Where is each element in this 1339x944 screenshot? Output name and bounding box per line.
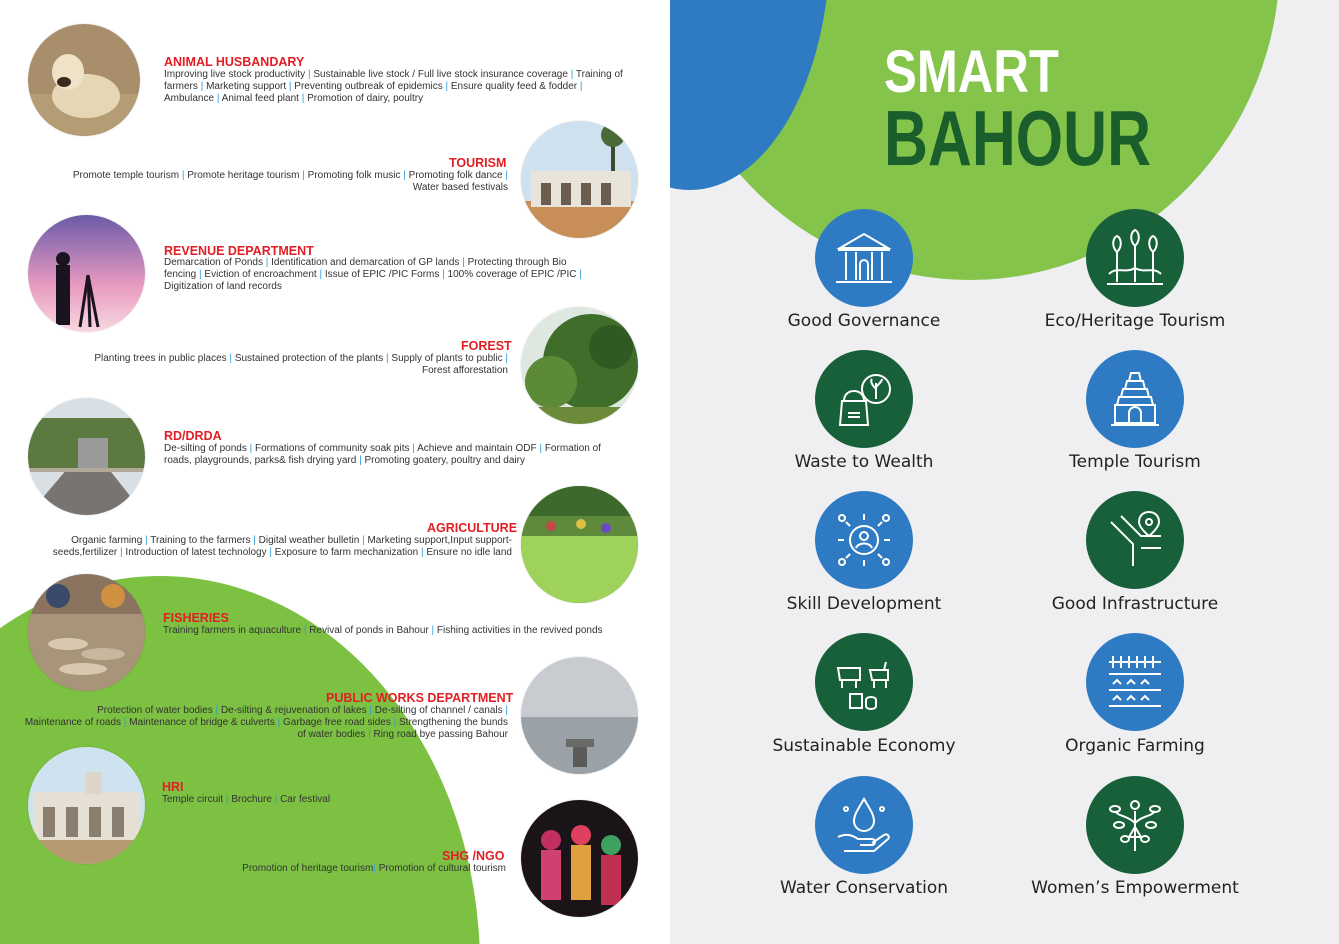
road-pin-icon bbox=[1086, 491, 1184, 589]
section-heading: AGRICULTURE bbox=[427, 521, 518, 535]
photo-temple-arcade bbox=[28, 747, 145, 864]
pillar-label: Good Governance bbox=[787, 311, 941, 331]
pillar-label: Sustainable Economy bbox=[772, 736, 956, 756]
photo-forest bbox=[521, 307, 638, 424]
title-bahour: BAHOUR bbox=[884, 94, 1152, 182]
pillar-label: Good Infrastructure bbox=[1051, 594, 1219, 614]
title-smart: SMART bbox=[884, 38, 1059, 105]
section-heading: TOURISM bbox=[449, 156, 507, 170]
section-body: Temple circuit | Brochure | Car festival bbox=[162, 794, 331, 805]
lotus-plants-icon bbox=[1086, 209, 1184, 307]
temple-gopuram-icon bbox=[1086, 350, 1184, 448]
pillar-label: Eco/Heritage Tourism bbox=[1044, 311, 1226, 331]
crop-field-icon bbox=[1086, 633, 1184, 731]
right-page bbox=[670, 0, 1339, 944]
woman-tree-icon bbox=[1086, 776, 1184, 874]
photo-village-road bbox=[28, 398, 145, 515]
photo-surveyor bbox=[28, 215, 145, 332]
section-body: Organic farming | Training to the farmers | Digital weather bulletin | Marketing support,Input support-seeds,fertilizer | Introduction of latest technology | Exposure to farm mechanization | Ensure no idle land bbox=[52, 535, 512, 558]
livestock-icon bbox=[815, 633, 913, 731]
pillar-label: Women’s Empowerment bbox=[1031, 878, 1239, 898]
photo-paddy-field bbox=[521, 486, 638, 603]
photo-folk-dancers bbox=[521, 800, 638, 917]
pillar-label: Skill Development bbox=[786, 594, 942, 614]
photo-fish-catch bbox=[28, 574, 145, 691]
photo-heritage-building bbox=[521, 121, 638, 238]
pillar-label: Waste to Wealth bbox=[794, 452, 934, 472]
section-body: Improving live stock productivity | Sustainable live stock / Full live stock insurance coverage | Training of farmers | Marketing support | Preventing outbreak of epidemics | Ensure quality feed & fodder | Ambulance | Animal feed plant | Promotion of dairy, poultry bbox=[164, 69, 623, 104]
section-body: Protection of water bodies | De-silting & rejuvenation of lakes | De-silting of channel / canals | Maintenance of roads | Maintenance of bridge & culverts | Garbage free road sides | Strengthening the bunds of water bodies | Ring road bye passing Bahour bbox=[24, 705, 508, 740]
section-heading: FISHERIES bbox=[163, 611, 229, 625]
section-heading: FOREST bbox=[461, 339, 512, 353]
section-heading: ANIMAL HUSBANDARY bbox=[164, 55, 305, 69]
section-heading: PUBLIC WORKS DEPARTMENT bbox=[326, 691, 514, 705]
section-heading: REVENUE DEPARTMENT bbox=[164, 244, 314, 258]
section-heading: HRI bbox=[162, 780, 184, 794]
compost-bag-icon bbox=[815, 350, 913, 448]
photo-water-body bbox=[521, 657, 638, 774]
section-heading: RD/DRDA bbox=[164, 429, 222, 443]
section-body: Demarcation of Ponds | Identification and demarcation of GP lands | Protecting through Bio fencing | Eviction of encroachment | Issue of EPIC /PIC Forms | 100% coverage of EPIC /PIC | Digitization of land records bbox=[164, 257, 582, 292]
gear-person-icon bbox=[815, 491, 913, 589]
section-body: Planting trees in public places | Sustained protection of the plants | Supply of plants to public | Forest afforestation bbox=[94, 353, 508, 376]
pillar-label: Temple Tourism bbox=[1069, 452, 1201, 472]
section-heading: SHG /NGO bbox=[442, 849, 505, 863]
section-body: Promotion of heritage tourism| Promotion of cultural tourism bbox=[242, 863, 506, 874]
government-building-icon bbox=[815, 209, 913, 307]
photo-calf bbox=[28, 24, 140, 136]
pillar-label: Organic Farming bbox=[1065, 736, 1205, 756]
section-body: Training farmers in aquaculture | Revival of ponds in Bahour | Fishing activities in the revived ponds bbox=[163, 625, 603, 636]
pillar-label: Water Conservation bbox=[779, 878, 949, 898]
section-body: De-silting of ponds | Formations of community soak pits | Achieve and maintain ODF | Formation of roads, playgrounds, parks& fish drying yard | Promoting goatery, poultry and dairy bbox=[164, 443, 601, 466]
section-body: Promote temple tourism | Promote heritage tourism | Promoting folk music | Promoting folk dance | Water based festivals bbox=[72, 170, 508, 193]
water-hand-icon bbox=[815, 776, 913, 874]
